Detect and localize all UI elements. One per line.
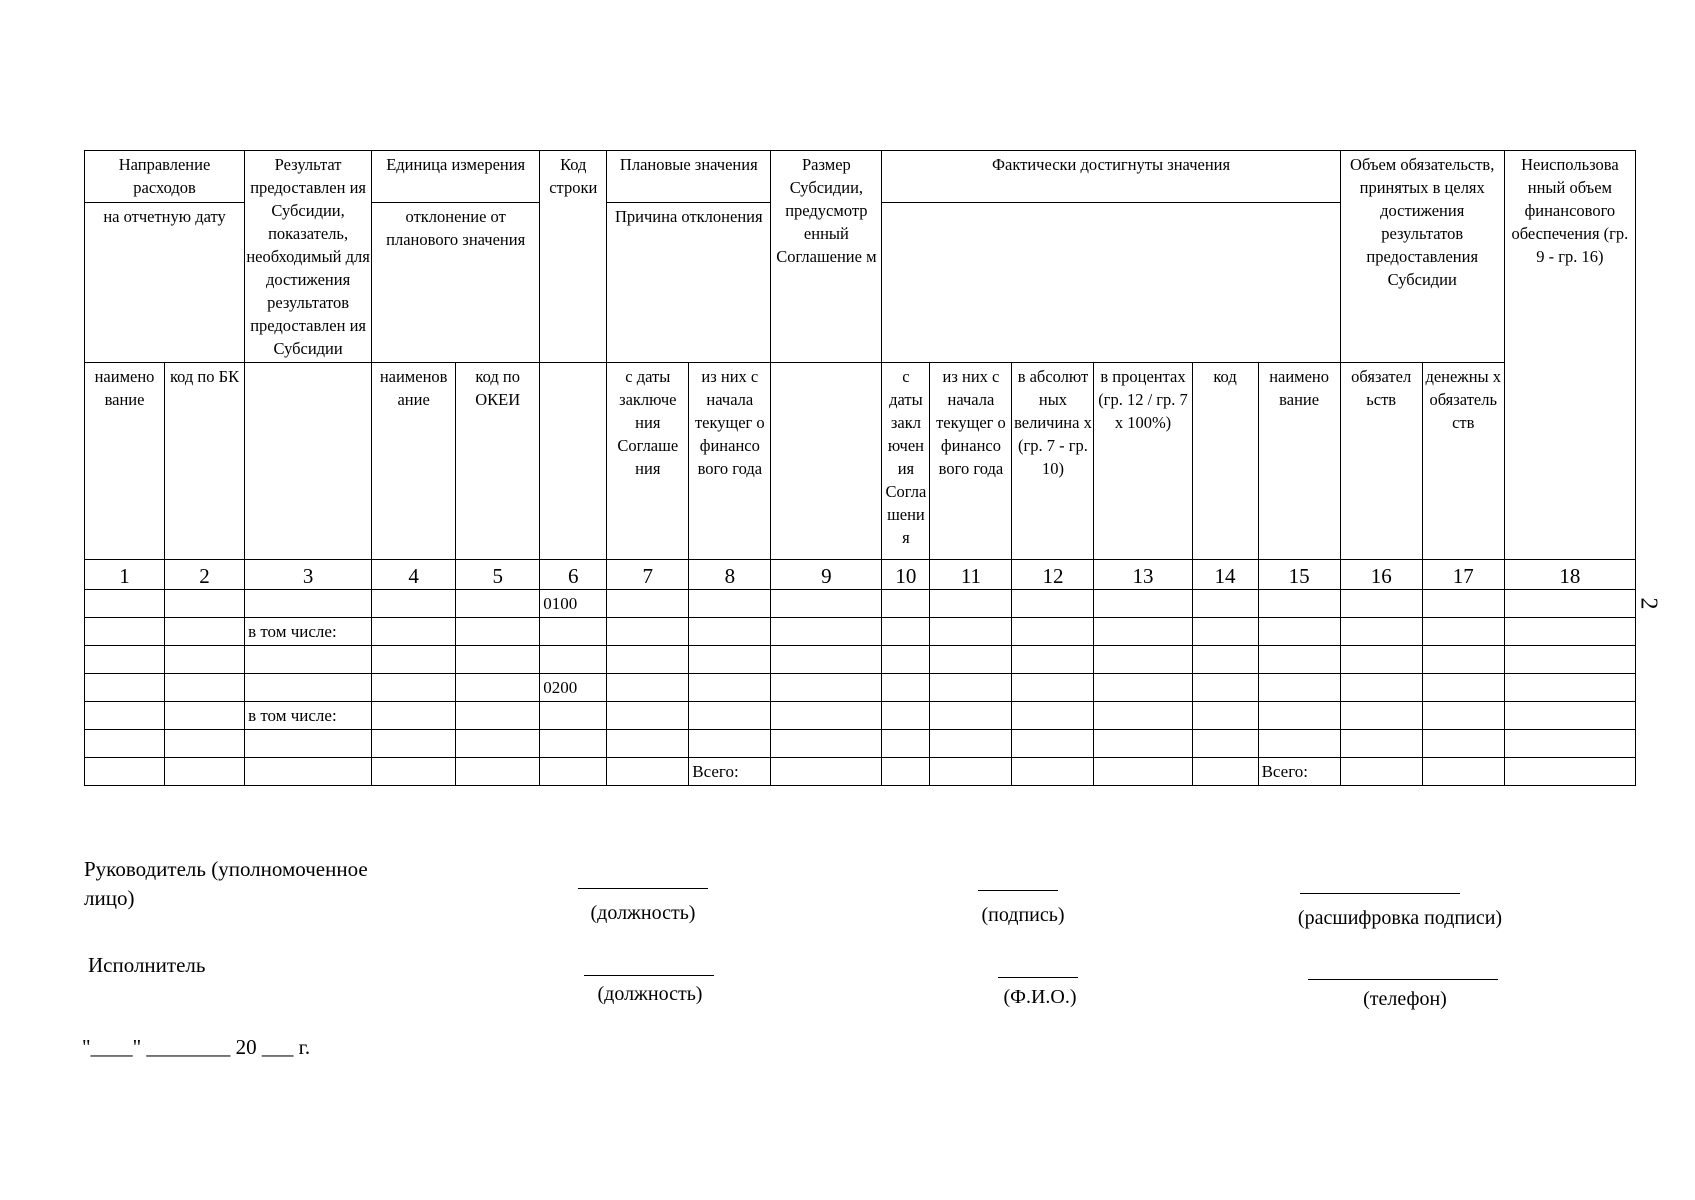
signature-caption: (подпись) xyxy=(981,904,1065,926)
header-reason-name: наимено вание xyxy=(1258,363,1340,560)
table-cell[interactable] xyxy=(882,758,930,786)
table-cell[interactable] xyxy=(1192,674,1258,702)
table-cell[interactable] xyxy=(1012,590,1094,618)
table-cell[interactable] xyxy=(456,702,540,730)
table-cell[interactable] xyxy=(1012,758,1094,786)
column-number: 3 xyxy=(245,560,372,590)
table-cell[interactable] xyxy=(1012,674,1094,702)
column-number: 2 xyxy=(165,560,245,590)
table-cell[interactable] xyxy=(372,618,456,646)
date-line[interactable]: "____" ________ 20 ___ г. xyxy=(82,1035,311,1059)
table-cell[interactable] xyxy=(1094,758,1192,786)
table-cell[interactable] xyxy=(85,618,165,646)
table-cell[interactable] xyxy=(607,758,689,786)
table-cell[interactable] xyxy=(771,674,882,702)
table-cell[interactable] xyxy=(540,618,607,646)
column-number: 14 xyxy=(1192,560,1258,590)
table-cell[interactable] xyxy=(1422,646,1504,674)
header-act-from-date: с даты закл ючен ия Согла шени я xyxy=(882,363,930,560)
table-cell[interactable] xyxy=(372,590,456,618)
table-cell[interactable] xyxy=(1258,646,1340,674)
row-code-cell: 0200 xyxy=(540,674,607,702)
table-cell[interactable] xyxy=(540,730,607,758)
phone-line[interactable] xyxy=(1308,979,1498,980)
table-cell[interactable] xyxy=(771,618,882,646)
header-act-from-year: из них с начала текущег о финансо вого года xyxy=(930,363,1012,560)
column-number: 5 xyxy=(456,560,540,590)
table-cell[interactable] xyxy=(689,618,771,646)
table-cell[interactable] xyxy=(372,758,456,786)
table-cell[interactable] xyxy=(1340,730,1422,758)
table-cell[interactable] xyxy=(1340,702,1422,730)
header-at-date: на отчетную дату xyxy=(85,203,245,363)
table-cell[interactable] xyxy=(1258,618,1340,646)
table-cell[interactable] xyxy=(165,618,245,646)
table-cell[interactable] xyxy=(1192,702,1258,730)
header-obl-monetary: денежны х обязатель ств xyxy=(1422,363,1504,560)
table-cell[interactable] xyxy=(1012,618,1094,646)
header-actual: Фактически достигнуты значения xyxy=(882,151,1340,203)
header-obligations: Объем обязательств, принятых в целях достижения результатов предоставления Субсидии xyxy=(1340,151,1504,363)
table-cell[interactable] xyxy=(165,590,245,618)
table-row xyxy=(85,702,1636,730)
table-cell[interactable] xyxy=(882,618,930,646)
table-cell[interactable] xyxy=(930,590,1012,618)
table-cell[interactable] xyxy=(85,730,165,758)
header-plan-from-date: с даты заключе ния Соглаше ния xyxy=(607,363,689,560)
table-cell[interactable] xyxy=(85,590,165,618)
table-cell[interactable] xyxy=(456,618,540,646)
name-line[interactable] xyxy=(998,977,1078,978)
table-cell[interactable] xyxy=(1422,674,1504,702)
table-cell[interactable] xyxy=(882,702,930,730)
column-number: 16 xyxy=(1340,560,1422,590)
table-cell[interactable] xyxy=(882,646,930,674)
table-cell[interactable] xyxy=(1422,702,1504,730)
table-row-total xyxy=(85,758,1636,786)
table-cell[interactable] xyxy=(372,702,456,730)
table-cell[interactable] xyxy=(456,590,540,618)
header-obl-obligations: обязател ьств xyxy=(1340,363,1422,560)
report-table xyxy=(84,150,1636,786)
table-cell[interactable] xyxy=(85,646,165,674)
table-cell[interactable] xyxy=(930,702,1012,730)
table-cell[interactable] xyxy=(1094,590,1192,618)
table-cell[interactable] xyxy=(689,646,771,674)
table-cell[interactable] xyxy=(607,590,689,618)
header-result: Результат предоставлен ия Субсидии, показатель, необходимый для достижения результатов предоставлен ия Субсидии xyxy=(245,151,372,363)
table-cell[interactable] xyxy=(1504,758,1635,786)
executor-position-line[interactable] xyxy=(584,975,714,976)
column-number: 10 xyxy=(882,560,930,590)
header-plan-from-year: из них с начала текущег о финансо вого года xyxy=(689,363,771,560)
table-cell[interactable] xyxy=(607,618,689,646)
table-cell[interactable] xyxy=(1422,590,1504,618)
table-cell[interactable] xyxy=(1340,758,1422,786)
header-dir-name: наимено вание xyxy=(85,363,165,560)
table-cell[interactable] xyxy=(771,646,882,674)
name-caption: (Ф.И.О.) xyxy=(1003,986,1077,1008)
table-cell[interactable] xyxy=(771,758,882,786)
table-cell[interactable] xyxy=(456,674,540,702)
table-cell[interactable] xyxy=(456,730,540,758)
table-cell[interactable] xyxy=(1192,758,1258,786)
header-planned: Плановые значения xyxy=(607,151,771,203)
header-deviation: отклонение от планового значения xyxy=(372,203,540,363)
column-number: 13 xyxy=(1094,560,1192,590)
total-label: Всего: xyxy=(1258,758,1340,786)
phone-caption: (телефон) xyxy=(1363,988,1447,1010)
column-number: 8 xyxy=(689,560,771,590)
table-cell[interactable] xyxy=(1094,618,1192,646)
table-cell[interactable] xyxy=(1422,758,1504,786)
header-subsidy-cont xyxy=(771,363,882,560)
table-cell[interactable] xyxy=(1258,702,1340,730)
table-cell[interactable] xyxy=(456,758,540,786)
table-cell[interactable] xyxy=(245,674,372,702)
table-cell[interactable] xyxy=(1012,702,1094,730)
table-cell[interactable] xyxy=(689,674,771,702)
column-number: 12 xyxy=(1012,560,1094,590)
column-number: 18 xyxy=(1504,560,1635,590)
column-number: 17 xyxy=(1422,560,1504,590)
table-cell[interactable] xyxy=(1340,674,1422,702)
table-cell[interactable] xyxy=(882,590,930,618)
header-unit-code: код по ОКЕИ xyxy=(456,363,540,560)
column-number: 11 xyxy=(930,560,1012,590)
table-cell[interactable] xyxy=(540,758,607,786)
executor-label: Исполнитель xyxy=(88,953,206,977)
table-cell[interactable] xyxy=(1094,702,1192,730)
table-row xyxy=(85,646,1636,674)
table-cell[interactable] xyxy=(165,758,245,786)
table-cell[interactable] xyxy=(882,674,930,702)
table-cell[interactable] xyxy=(1340,618,1422,646)
table-cell[interactable] xyxy=(1504,590,1635,618)
page-number: 2 xyxy=(1635,597,1662,610)
table-cell[interactable] xyxy=(930,674,1012,702)
header-dev-abs: в абсолют ных величина х (гр. 7 - гр. 10) xyxy=(1012,363,1094,560)
column-number: 15 xyxy=(1258,560,1340,590)
header-row-code-cont xyxy=(540,363,607,560)
table-row xyxy=(85,618,1636,646)
table-cell[interactable] xyxy=(1504,674,1635,702)
header-dev-pct: в процентах (гр. 12 / гр. 7 х 100%) xyxy=(1094,363,1192,560)
table-cell[interactable] xyxy=(771,730,882,758)
table-cell[interactable] xyxy=(1504,618,1635,646)
table-cell[interactable] xyxy=(456,646,540,674)
header-direction: Направление расходов xyxy=(85,151,245,203)
position-caption: (должность) xyxy=(590,902,696,924)
total-label: Всего: xyxy=(689,758,771,786)
table-cell[interactable] xyxy=(245,730,372,758)
table-cell[interactable] xyxy=(245,646,372,674)
table-cell[interactable] xyxy=(1504,730,1635,758)
table-cell[interactable] xyxy=(85,758,165,786)
table-cell[interactable] xyxy=(771,702,882,730)
header-reason: Причина отклонения xyxy=(607,203,771,363)
header-unit-name: наименов ание xyxy=(372,363,456,560)
table-cell[interactable] xyxy=(1094,730,1192,758)
column-number: 1 xyxy=(85,560,165,590)
header-result-cont xyxy=(245,363,372,560)
table-cell[interactable] xyxy=(165,674,245,702)
table-cell[interactable] xyxy=(1094,646,1192,674)
header-row-code: Код строки xyxy=(540,151,607,363)
table-cell[interactable] xyxy=(607,674,689,702)
table-cell[interactable] xyxy=(1504,702,1635,730)
table-cell[interactable] xyxy=(85,702,165,730)
table-row xyxy=(85,590,1636,618)
table-cell[interactable] xyxy=(1504,646,1635,674)
table-cell[interactable] xyxy=(372,674,456,702)
decoding-caption: (расшифровка подписи) xyxy=(1297,907,1503,929)
table-cell[interactable] xyxy=(607,702,689,730)
table-cell[interactable] xyxy=(607,730,689,758)
table-row xyxy=(85,674,1636,702)
table-cell[interactable] xyxy=(540,646,607,674)
table-cell[interactable] xyxy=(1422,730,1504,758)
table-cell[interactable] xyxy=(1192,730,1258,758)
table-cell[interactable] xyxy=(607,646,689,674)
table-cell[interactable] xyxy=(882,730,930,758)
table-cell[interactable] xyxy=(1422,618,1504,646)
table-cell[interactable] xyxy=(930,618,1012,646)
table-cell[interactable] xyxy=(1192,618,1258,646)
table-cell[interactable] xyxy=(689,702,771,730)
table-row xyxy=(85,730,1636,758)
column-number: 7 xyxy=(607,560,689,590)
table-cell[interactable] xyxy=(245,758,372,786)
header-dir-code: код по БК xyxy=(165,363,245,560)
incl-label: в том числе: xyxy=(245,702,372,730)
signature-line[interactable] xyxy=(978,890,1058,891)
table-cell[interactable] xyxy=(165,646,245,674)
table-cell[interactable] xyxy=(930,758,1012,786)
incl-label: в том числе: xyxy=(245,618,372,646)
head-label: Руководитель (уполномоченное лицо) xyxy=(84,857,368,910)
table-cell[interactable] xyxy=(1258,730,1340,758)
column-number: 6 xyxy=(540,560,607,590)
table-cell[interactable] xyxy=(165,702,245,730)
table-cell[interactable] xyxy=(372,730,456,758)
column-number: 9 xyxy=(771,560,882,590)
table-cell[interactable] xyxy=(372,646,456,674)
header-unit: Единица измерения xyxy=(372,151,540,203)
column-number: 4 xyxy=(372,560,456,590)
table-cell[interactable] xyxy=(930,646,1012,674)
table-cell[interactable] xyxy=(85,674,165,702)
table-cell[interactable] xyxy=(1012,646,1094,674)
table-cell[interactable] xyxy=(540,702,607,730)
row-code-cell: 0100 xyxy=(540,590,607,618)
table-cell[interactable] xyxy=(1192,646,1258,674)
table-cell[interactable] xyxy=(1012,730,1094,758)
header-unused: Неиспользова нный объем финансового обеспечения (гр. 9 - гр. 16) xyxy=(1504,151,1635,560)
table-cell[interactable] xyxy=(1258,674,1340,702)
table-cell[interactable] xyxy=(689,730,771,758)
table-cell[interactable] xyxy=(930,730,1012,758)
table-cell[interactable] xyxy=(1340,646,1422,674)
table-cell[interactable] xyxy=(1340,590,1422,618)
table-cell[interactable] xyxy=(165,730,245,758)
table-cell[interactable] xyxy=(245,590,372,618)
table-cell[interactable] xyxy=(689,590,771,618)
table-cell[interactable] xyxy=(1192,590,1258,618)
header-reason-code: код xyxy=(1192,363,1258,560)
header-subsidy-size: Размер Субсидии, предусмотр енный Соглашение м xyxy=(771,151,882,363)
table-cell[interactable] xyxy=(1258,590,1340,618)
decoding-line[interactable] xyxy=(1300,893,1460,894)
executor-position-caption: (должность) xyxy=(597,983,703,1005)
table-cell[interactable] xyxy=(771,590,882,618)
position-line[interactable] xyxy=(578,888,708,889)
table-cell[interactable] xyxy=(1094,674,1192,702)
